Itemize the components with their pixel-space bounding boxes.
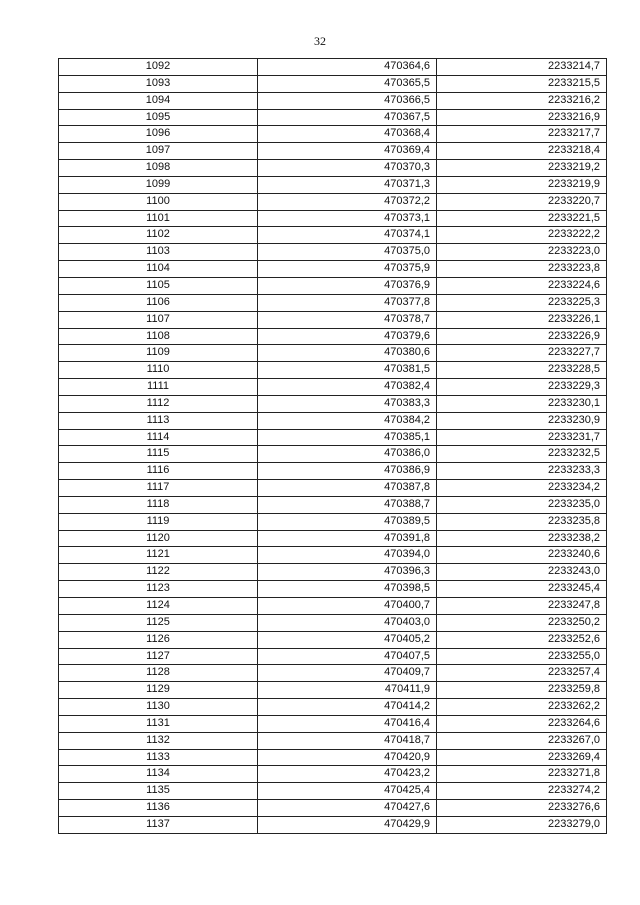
y-coordinate-cell: 2233216,2	[437, 92, 607, 109]
y-coordinate-cell: 2233225,3	[437, 294, 607, 311]
x-coordinate-cell: 470386,9	[258, 463, 437, 480]
point-number-cell: 1101	[59, 210, 258, 227]
table-row	[59, 261, 607, 278]
x-coordinate-cell: 470387,8	[258, 480, 437, 497]
point-number-cell: 1134	[59, 766, 258, 783]
x-coordinate-cell: 470407,5	[258, 648, 437, 665]
table-row	[59, 648, 607, 665]
x-coordinate-cell: 470364,6	[258, 59, 437, 76]
y-coordinate-cell: 2233279,0	[437, 816, 607, 833]
y-coordinate-cell: 2233274,2	[437, 783, 607, 800]
y-coordinate-cell: 2233231,7	[437, 429, 607, 446]
y-coordinate-cell: 2233262,2	[437, 699, 607, 716]
point-number-cell: 1121	[59, 547, 258, 564]
x-coordinate-cell: 470370,3	[258, 160, 437, 177]
x-coordinate-cell: 470372,2	[258, 193, 437, 210]
point-number-cell: 1114	[59, 429, 258, 446]
x-coordinate-cell: 470409,7	[258, 665, 437, 682]
x-coordinate-cell: 470365,5	[258, 75, 437, 92]
table-row	[59, 412, 607, 429]
x-coordinate-cell: 470376,9	[258, 277, 437, 294]
point-number-cell: 1110	[59, 362, 258, 379]
y-coordinate-cell: 2233223,0	[437, 244, 607, 261]
coordinates-table	[58, 58, 607, 834]
y-coordinate-cell: 2233215,5	[437, 75, 607, 92]
table-row	[59, 109, 607, 126]
table-row	[59, 92, 607, 109]
x-coordinate-cell: 470389,5	[258, 513, 437, 530]
point-number-cell: 1125	[59, 614, 258, 631]
table-row	[59, 311, 607, 328]
x-coordinate-cell: 470374,1	[258, 227, 437, 244]
y-coordinate-cell: 2233230,1	[437, 395, 607, 412]
coordinates-table-body	[59, 59, 607, 834]
point-number-cell: 1099	[59, 176, 258, 193]
y-coordinate-cell: 2233269,4	[437, 749, 607, 766]
y-coordinate-cell: 2233223,8	[437, 261, 607, 278]
y-coordinate-cell: 2233255,0	[437, 648, 607, 665]
point-number-cell: 1120	[59, 530, 258, 547]
x-coordinate-cell: 470418,7	[258, 732, 437, 749]
x-coordinate-cell: 470427,6	[258, 800, 437, 817]
table-row	[59, 193, 607, 210]
x-coordinate-cell: 470368,4	[258, 126, 437, 143]
table-row	[59, 816, 607, 833]
x-coordinate-cell: 470369,4	[258, 143, 437, 160]
point-number-cell: 1096	[59, 126, 258, 143]
y-coordinate-cell: 2233252,6	[437, 631, 607, 648]
table-row	[59, 547, 607, 564]
point-number-cell: 1100	[59, 193, 258, 210]
table-row	[59, 496, 607, 513]
y-coordinate-cell: 2233247,8	[437, 598, 607, 615]
point-number-cell: 1136	[59, 800, 258, 817]
x-coordinate-cell: 470405,2	[258, 631, 437, 648]
y-coordinate-cell: 2233271,8	[437, 766, 607, 783]
y-coordinate-cell: 2233227,7	[437, 345, 607, 362]
table-row	[59, 143, 607, 160]
table-row	[59, 244, 607, 261]
point-number-cell: 1113	[59, 412, 258, 429]
x-coordinate-cell: 470416,4	[258, 715, 437, 732]
x-coordinate-cell: 470380,6	[258, 345, 437, 362]
table-row	[59, 699, 607, 716]
point-number-cell: 1108	[59, 328, 258, 345]
x-coordinate-cell: 470396,3	[258, 564, 437, 581]
point-number-cell: 1131	[59, 715, 258, 732]
point-number-cell: 1106	[59, 294, 258, 311]
y-coordinate-cell: 2233257,4	[437, 665, 607, 682]
point-number-cell: 1107	[59, 311, 258, 328]
point-number-cell: 1098	[59, 160, 258, 177]
point-number-cell: 1133	[59, 749, 258, 766]
table-row	[59, 395, 607, 412]
table-row	[59, 210, 607, 227]
y-coordinate-cell: 2233214,7	[437, 59, 607, 76]
y-coordinate-cell: 2233234,2	[437, 480, 607, 497]
x-coordinate-cell: 470425,4	[258, 783, 437, 800]
y-coordinate-cell: 2233228,5	[437, 362, 607, 379]
x-coordinate-cell: 470429,9	[258, 816, 437, 833]
y-coordinate-cell: 2233267,0	[437, 732, 607, 749]
y-coordinate-cell: 2233235,0	[437, 496, 607, 513]
point-number-cell: 1115	[59, 446, 258, 463]
table-row	[59, 75, 607, 92]
x-coordinate-cell: 470378,7	[258, 311, 437, 328]
y-coordinate-cell: 2233220,7	[437, 193, 607, 210]
y-coordinate-cell: 2233259,8	[437, 682, 607, 699]
x-coordinate-cell: 470381,5	[258, 362, 437, 379]
table-row	[59, 631, 607, 648]
point-number-cell: 1130	[59, 699, 258, 716]
table-row	[59, 800, 607, 817]
page-number: 32	[314, 34, 326, 48]
x-coordinate-cell: 470420,9	[258, 749, 437, 766]
point-number-cell: 1094	[59, 92, 258, 109]
x-coordinate-cell: 470367,5	[258, 109, 437, 126]
point-number-cell: 1127	[59, 648, 258, 665]
y-coordinate-cell: 2233224,6	[437, 277, 607, 294]
y-coordinate-cell: 2233233,3	[437, 463, 607, 480]
y-coordinate-cell: 2233245,4	[437, 581, 607, 598]
y-coordinate-cell: 2233226,9	[437, 328, 607, 345]
y-coordinate-cell: 2233235,8	[437, 513, 607, 530]
x-coordinate-cell: 470375,0	[258, 244, 437, 261]
table-row	[59, 715, 607, 732]
x-coordinate-cell: 470414,2	[258, 699, 437, 716]
table-row	[59, 665, 607, 682]
table-row	[59, 160, 607, 177]
point-number-cell: 1104	[59, 261, 258, 278]
table-row	[59, 379, 607, 396]
table-row	[59, 126, 607, 143]
y-coordinate-cell: 2233276,6	[437, 800, 607, 817]
x-coordinate-cell: 470366,5	[258, 92, 437, 109]
point-number-cell: 1092	[59, 59, 258, 76]
point-number-cell: 1118	[59, 496, 258, 513]
x-coordinate-cell: 470377,8	[258, 294, 437, 311]
x-coordinate-cell: 470403,0	[258, 614, 437, 631]
table-row	[59, 682, 607, 699]
point-number-cell: 1116	[59, 463, 258, 480]
point-number-cell: 1119	[59, 513, 258, 530]
point-number-cell: 1103	[59, 244, 258, 261]
point-number-cell: 1112	[59, 395, 258, 412]
point-number-cell: 1129	[59, 682, 258, 699]
x-coordinate-cell: 470386,0	[258, 446, 437, 463]
table-row	[59, 429, 607, 446]
table-row	[59, 294, 607, 311]
y-coordinate-cell: 2233232,5	[437, 446, 607, 463]
table-row	[59, 463, 607, 480]
y-coordinate-cell: 2233222,2	[437, 227, 607, 244]
point-number-cell: 1128	[59, 665, 258, 682]
table-row	[59, 614, 607, 631]
table-row	[59, 783, 607, 800]
table-row	[59, 513, 607, 530]
point-number-cell: 1132	[59, 732, 258, 749]
point-number-cell: 1122	[59, 564, 258, 581]
x-coordinate-cell: 470384,2	[258, 412, 437, 429]
point-number-cell: 1123	[59, 581, 258, 598]
point-number-cell: 1135	[59, 783, 258, 800]
table-row	[59, 59, 607, 76]
point-number-cell: 1117	[59, 480, 258, 497]
x-coordinate-cell: 470423,2	[258, 766, 437, 783]
y-coordinate-cell: 2233216,9	[437, 109, 607, 126]
point-number-cell: 1111	[59, 379, 258, 396]
y-coordinate-cell: 2233243,0	[437, 564, 607, 581]
x-coordinate-cell: 470373,1	[258, 210, 437, 227]
table-row	[59, 480, 607, 497]
table-row	[59, 176, 607, 193]
x-coordinate-cell: 470375,9	[258, 261, 437, 278]
y-coordinate-cell: 2233238,2	[437, 530, 607, 547]
x-coordinate-cell: 470411,9	[258, 682, 437, 699]
table-row	[59, 598, 607, 615]
table-row	[59, 732, 607, 749]
point-number-cell: 1126	[59, 631, 258, 648]
y-coordinate-cell: 2233221,5	[437, 210, 607, 227]
x-coordinate-cell: 470379,6	[258, 328, 437, 345]
point-number-cell: 1124	[59, 598, 258, 615]
x-coordinate-cell: 470400,7	[258, 598, 437, 615]
y-coordinate-cell: 2233240,6	[437, 547, 607, 564]
y-coordinate-cell: 2233219,2	[437, 160, 607, 177]
point-number-cell: 1102	[59, 227, 258, 244]
point-number-cell: 1109	[59, 345, 258, 362]
table-row	[59, 749, 607, 766]
x-coordinate-cell: 470394,0	[258, 547, 437, 564]
table-row	[59, 345, 607, 362]
x-coordinate-cell: 470391,8	[258, 530, 437, 547]
table-row	[59, 277, 607, 294]
x-coordinate-cell: 470382,4	[258, 379, 437, 396]
x-coordinate-cell: 470388,7	[258, 496, 437, 513]
y-coordinate-cell: 2233219,9	[437, 176, 607, 193]
y-coordinate-cell: 2233226,1	[437, 311, 607, 328]
table-row	[59, 362, 607, 379]
y-coordinate-cell: 2233218,4	[437, 143, 607, 160]
point-number-cell: 1093	[59, 75, 258, 92]
table-row	[59, 581, 607, 598]
point-number-cell: 1137	[59, 816, 258, 833]
table-row	[59, 227, 607, 244]
table-row	[59, 530, 607, 547]
y-coordinate-cell: 2233217,7	[437, 126, 607, 143]
x-coordinate-cell: 470385,1	[258, 429, 437, 446]
point-number-cell: 1095	[59, 109, 258, 126]
x-coordinate-cell: 470398,5	[258, 581, 437, 598]
table-row	[59, 328, 607, 345]
y-coordinate-cell: 2233250,2	[437, 614, 607, 631]
table-row	[59, 766, 607, 783]
x-coordinate-cell: 470383,3	[258, 395, 437, 412]
y-coordinate-cell: 2233264,6	[437, 715, 607, 732]
table-row	[59, 446, 607, 463]
table-row	[59, 564, 607, 581]
y-coordinate-cell: 2233230,9	[437, 412, 607, 429]
y-coordinate-cell: 2233229,3	[437, 379, 607, 396]
x-coordinate-cell: 470371,3	[258, 176, 437, 193]
point-number-cell: 1097	[59, 143, 258, 160]
point-number-cell: 1105	[59, 277, 258, 294]
